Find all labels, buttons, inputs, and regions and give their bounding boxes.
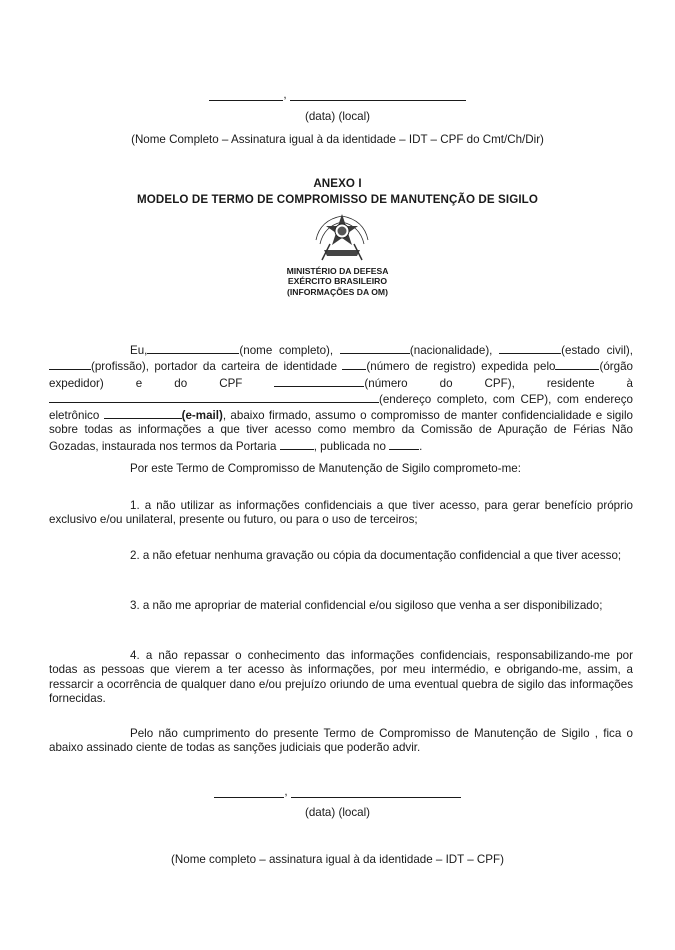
org-line-ministry: MINISTÉRIO DA DEFESA (286, 266, 389, 276)
annex-label: ANEXO I (313, 177, 362, 190)
bottom-local-blank (291, 784, 461, 798)
blank-portaria (280, 438, 314, 450)
local-blank (290, 87, 466, 101)
paragraph-identification: Eu, (nome completo), (nacionalidade), (estado civil), (profissão), portador da carteira de identidade (número de registro) expedida pelo (órgão expedidor) e do CPF (número do CPF), residente à (endereço completo, com CEP), com endereço eletrônico (e-mail), abaixo firmado, assumo o compromisso de manter confidencialidade e sigilo sobre todas as informações a que tiver acesso como membro da Comissão de Apuração de Férias Não Gozadas, instaurada nos termos da Portaria , publicada no . (49, 344, 633, 453)
blank-nacionalidade (340, 342, 410, 354)
signature-separator: , (283, 88, 287, 101)
blank-cpf (274, 375, 364, 387)
bottom-date-blank (214, 784, 284, 798)
org-line-om: (INFORMAÇÕES DA OM) (287, 287, 388, 297)
commitment-item-2: 2. a não efetuar nenhuma gravação ou cópia da documentação confidencial a que tiver acesso; (130, 549, 622, 562)
bottom-date-local-caption: (data) (local) (304, 806, 371, 819)
blank-orgao (555, 358, 599, 370)
blank-nome (147, 342, 239, 354)
blank-estado-civil (499, 342, 561, 354)
coat-of-arms-emblem (310, 210, 374, 264)
bottom-name-caption: (Nome completo – assinatura igual à da identidade – IDT – CPF) (171, 853, 504, 866)
top-date-local-caption: (data) (local) (304, 110, 371, 123)
bottom-signature-line (0, 784, 675, 798)
commitment-item-1: 1. a não utilizar as informações confidenciais a que tiver acesso, para gerar benefício próprio exclusivo e/ou unilateral, presente ou futuro, ou para o uso de terceiros; (49, 499, 633, 527)
blank-profissao (49, 358, 91, 370)
date-blank (209, 87, 283, 101)
blank-email (104, 407, 182, 419)
commitment-item-4: 4. a não repassar o conhecimento das informações confidenciais, responsabilizando-me por todas as pessoas que vierem a ter acesso às informações, por meu intermédio, e obrigando-me, assim, a ressarcir a ocorrência de qualquer dano e/ou prejuízo oriundo de uma eventual quebra de sigilo das informações fornecidas. (49, 649, 633, 705)
commitment-item-3: 3. a não me apropriar de material confidencial e/ou sigiloso que venha a ser disponibilizado; (130, 599, 603, 612)
paragraph-commitment-intro: Por este Termo de Compromisso de Manutenção de Sigilo comprometo-me: (130, 462, 521, 475)
document-title: MODELO DE TERMO DE COMPROMISSO DE MANUTENÇÃO DE SIGILO (137, 193, 538, 206)
bottom-signature-separator: , (284, 785, 288, 798)
blank-registro (342, 358, 366, 370)
top-signature-line (0, 87, 675, 101)
paragraph-closing: Pelo não cumprimento do presente Termo de Compromisso de Manutenção de Sigilo , fica o abaixo assinado ciente de todas as sanções judiciais que poderão advir. (49, 727, 633, 755)
top-name-caption: (Nome Completo – Assinatura igual à da identidade – IDT – CPF do Cmt/Ch/Dir) (131, 133, 544, 146)
blank-publicacao (389, 438, 419, 450)
blank-endereco (49, 391, 379, 403)
org-line-army: EXÉRCITO BRASILEIRO (287, 276, 388, 286)
